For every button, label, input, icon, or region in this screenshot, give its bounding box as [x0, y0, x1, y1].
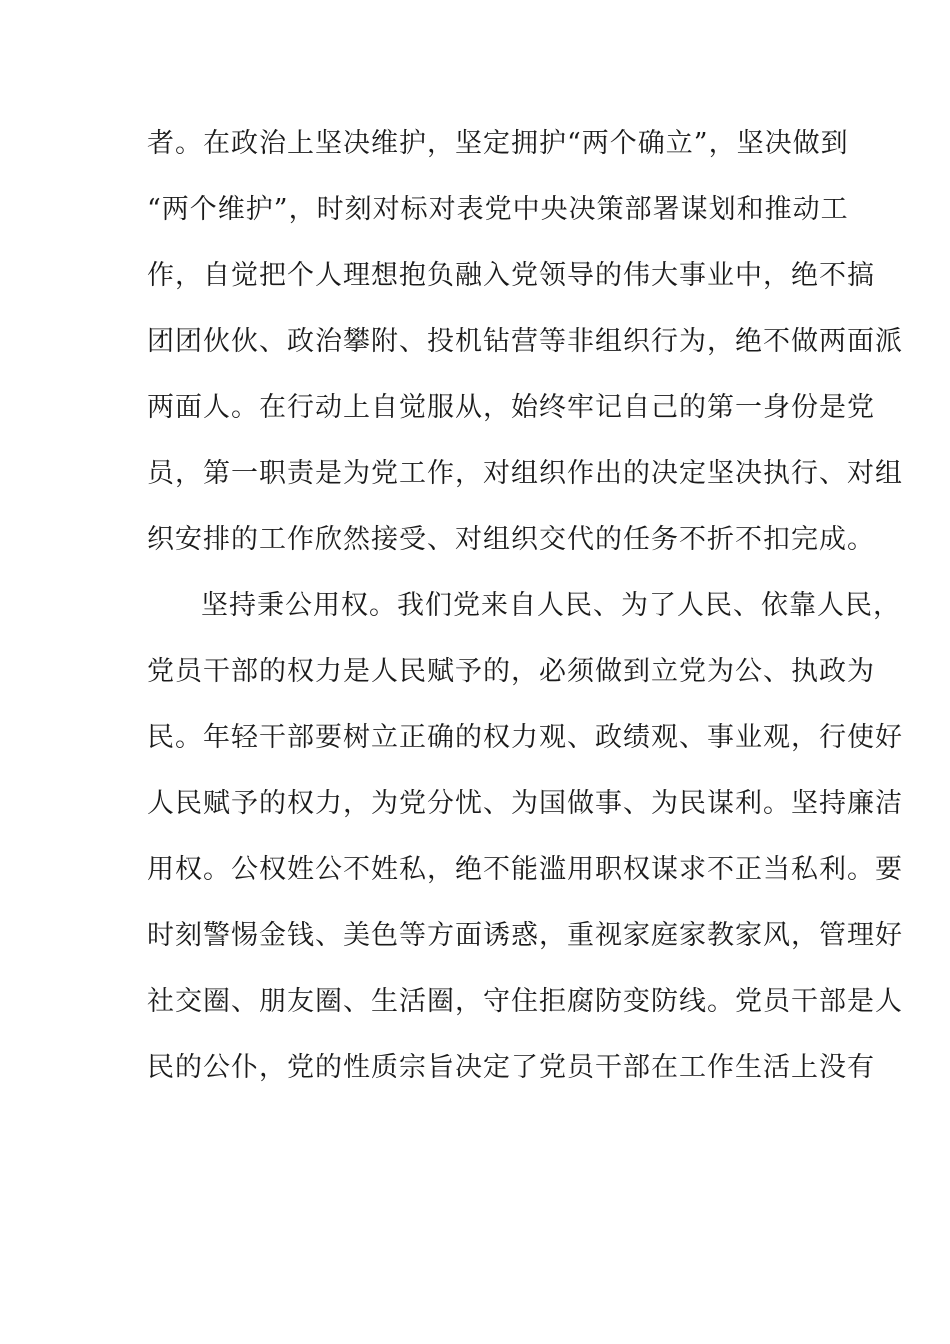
text-line: 者。在政治上坚决维护，坚定拥护“两个确立”，坚决做到: [147, 128, 849, 159]
text-line: 民的公仆，党的性质宗旨决定了党员干部在工作生活上没有: [147, 1052, 875, 1083]
text-line: 作，自觉把个人理想抱负融入党领导的伟大事业中，绝不搞: [147, 260, 875, 291]
paragraph-start-line: 坚持秉公用权。我们党来自人民、为了人民、依靠人民，: [201, 590, 901, 621]
text-line: 两面人。在行动上自觉服从，始终牢记自己的第一身份是党: [147, 392, 875, 423]
text-line: 织安排的工作欣然接受、对组织交代的任务不折不扣完成。: [147, 524, 875, 555]
body-text: [147, 120, 903, 1110]
text-line: 党员干部的权力是人民赋予的，必须做到立党为公、执政为: [147, 656, 875, 687]
text-line: 时刻警惕金钱、美色等方面诱惑，重视家庭家教家风，管理好: [147, 920, 903, 951]
text-line: 人民赋予的权力，为党分忧、为国做事、为民谋利。坚持廉洁: [147, 788, 903, 819]
text-line: 员，第一职责是为党工作，对组织作出的决定坚决执行、对组: [147, 458, 903, 489]
text-line: 民。年轻干部要树立正确的权力观、政绩观、事业观，行使好: [147, 722, 903, 753]
text-line: 用权。公权姓公不姓私，绝不能滥用职权谋求不正当私利。要: [147, 854, 903, 885]
text-line: 社交圈、朋友圈、生活圈，守住拒腐防变防线。党员干部是人: [147, 986, 903, 1017]
text-line: “两个维护”，时刻对标对表党中央决策部署谋划和推动工: [147, 194, 849, 225]
text-line: 团团伙伙、政治攀附、投机钻营等非组织行为，绝不做两面派: [147, 326, 903, 357]
